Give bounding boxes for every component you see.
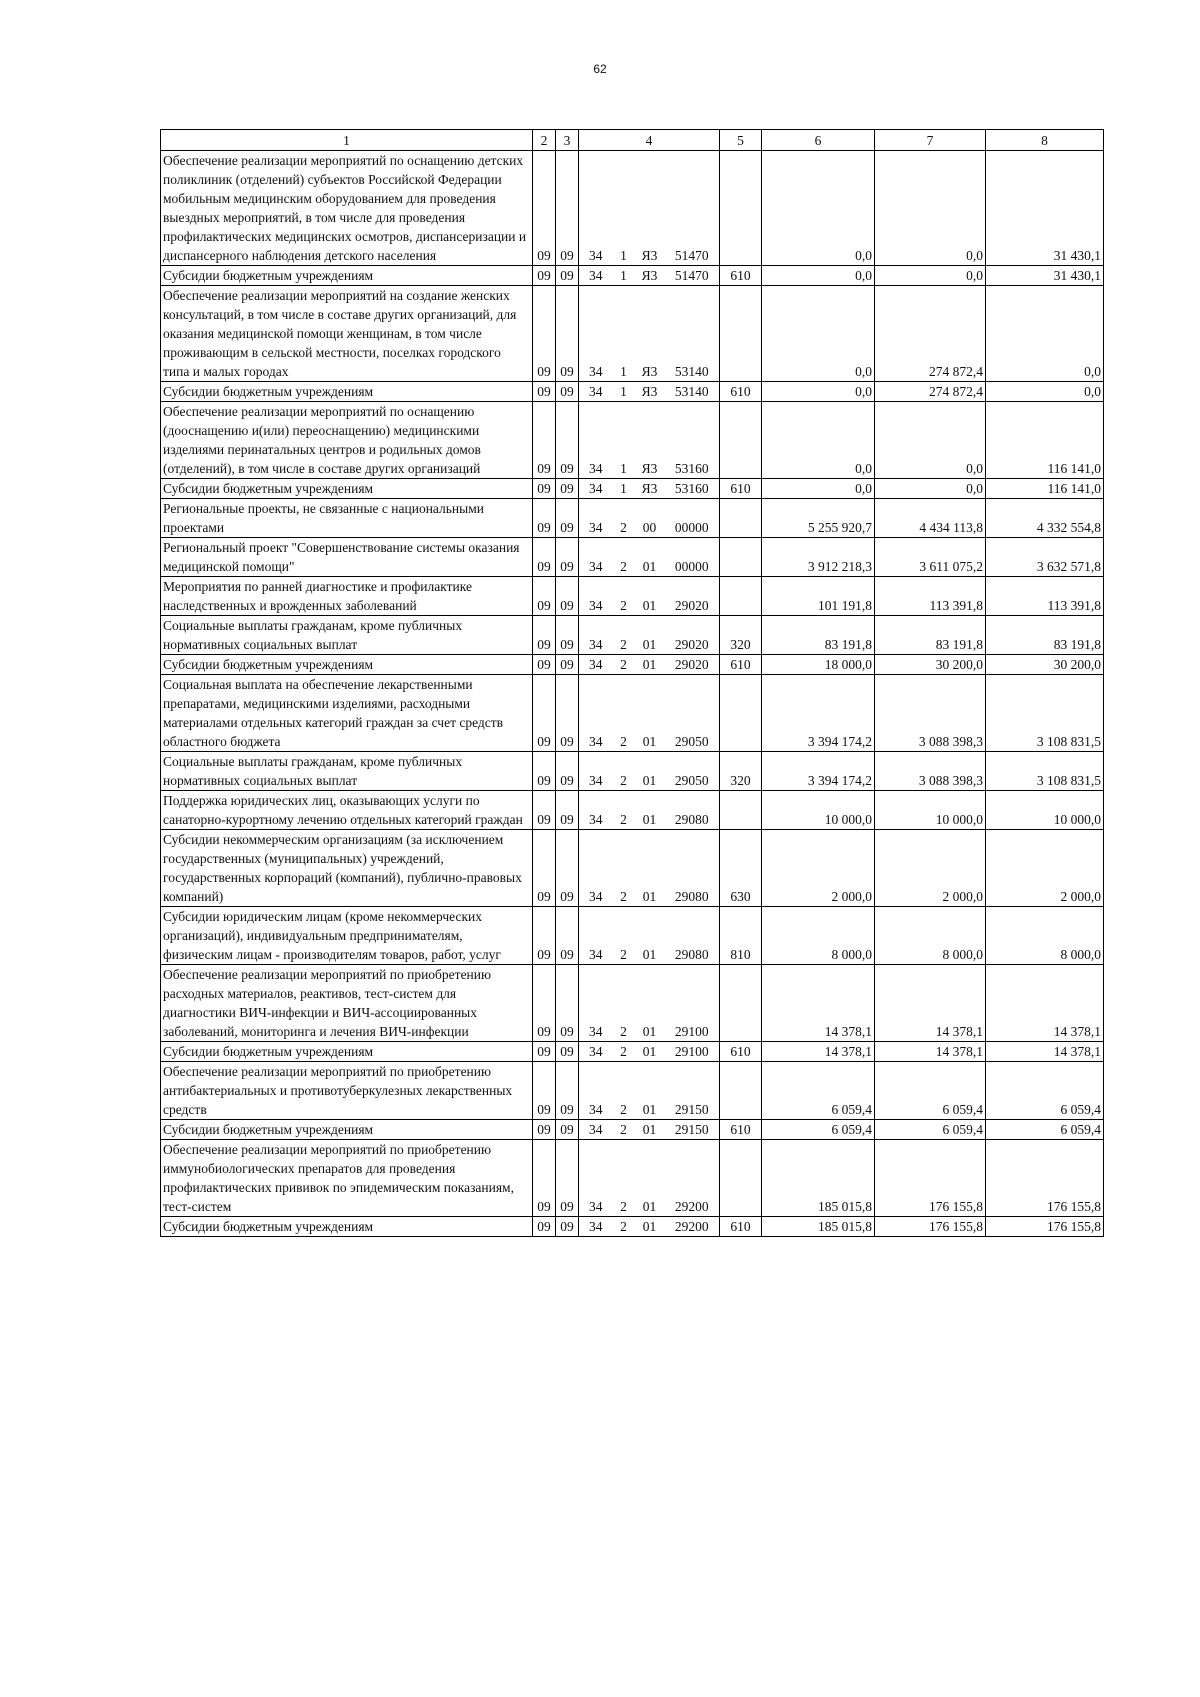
section-code: 09: [533, 1140, 556, 1217]
amount-col-6: 0,0: [762, 479, 875, 499]
table-row: [161, 151, 1104, 266]
table-row: [161, 752, 1104, 791]
subprogram-code: 1: [613, 402, 635, 479]
section-code: 09: [533, 1217, 556, 1237]
expense-type-code: 610: [720, 1120, 762, 1140]
program-code: 34: [579, 1042, 613, 1062]
program-code: 34: [579, 1120, 613, 1140]
program-code: 34: [579, 402, 613, 479]
amount-col-8: 0,0: [986, 382, 1104, 402]
section-code: 09: [533, 499, 556, 538]
subsection-code: 09: [556, 1120, 579, 1140]
table-row: [161, 577, 1104, 616]
amount-col-7: 14 378,1: [875, 965, 986, 1042]
project-code: Я3: [635, 402, 665, 479]
direction-code: 29100: [665, 965, 720, 1042]
header-cell-6: 6: [762, 130, 875, 151]
subsection-code: 09: [556, 830, 579, 907]
project-code: Я3: [635, 479, 665, 499]
project-code: 00: [635, 499, 665, 538]
expense-type-code: [720, 286, 762, 382]
table-row: [161, 479, 1104, 499]
direction-code: 29080: [665, 791, 720, 830]
amount-col-6: 185 015,8: [762, 1140, 875, 1217]
amount-col-6: 3 394 174,2: [762, 752, 875, 791]
subprogram-code: 2: [613, 830, 635, 907]
program-code: 34: [579, 538, 613, 577]
amount-col-7: 113 391,8: [875, 577, 986, 616]
direction-code: 29080: [665, 907, 720, 965]
amount-col-6: 6 059,4: [762, 1062, 875, 1120]
table-row: [161, 616, 1104, 655]
table-row: [161, 791, 1104, 830]
subprogram-code: 2: [613, 499, 635, 538]
amount-col-6: 10 000,0: [762, 791, 875, 830]
section-code: 09: [533, 616, 556, 655]
project-code: 01: [635, 538, 665, 577]
direction-code: 51470: [665, 151, 720, 266]
amount-col-7: 14 378,1: [875, 1042, 986, 1062]
table-row: [161, 1042, 1104, 1062]
expense-type-code: 630: [720, 830, 762, 907]
amount-col-8: 31 430,1: [986, 266, 1104, 286]
amount-col-6: 101 191,8: [762, 577, 875, 616]
section-code: 09: [533, 655, 556, 675]
expense-type-code: 610: [720, 382, 762, 402]
amount-col-8: 3 108 831,5: [986, 675, 1104, 752]
project-code: 01: [635, 830, 665, 907]
row-name: Субсидии бюджетным учреждениям: [161, 1217, 533, 1237]
amount-col-8: 113 391,8: [986, 577, 1104, 616]
amount-col-8: 14 378,1: [986, 1042, 1104, 1062]
expense-type-code: [720, 791, 762, 830]
amount-col-6: 0,0: [762, 286, 875, 382]
subprogram-code: 2: [613, 616, 635, 655]
program-code: 34: [579, 151, 613, 266]
direction-code: 29020: [665, 655, 720, 675]
expense-type-code: 810: [720, 907, 762, 965]
header-row: [161, 130, 1104, 151]
project-code: 01: [635, 616, 665, 655]
amount-col-7: 3 088 398,3: [875, 752, 986, 791]
table-row: [161, 286, 1104, 382]
section-code: 09: [533, 286, 556, 382]
expense-type-code: [720, 538, 762, 577]
subprogram-code: 1: [613, 382, 635, 402]
section-code: 09: [533, 907, 556, 965]
program-code: 34: [579, 655, 613, 675]
direction-code: 53160: [665, 402, 720, 479]
amount-col-6: 0,0: [762, 382, 875, 402]
program-code: 34: [579, 616, 613, 655]
amount-col-7: 176 155,8: [875, 1140, 986, 1217]
direction-code: 29020: [665, 577, 720, 616]
subsection-code: 09: [556, 286, 579, 382]
amount-col-7: 0,0: [875, 402, 986, 479]
subsection-code: 09: [556, 266, 579, 286]
subsection-code: 09: [556, 791, 579, 830]
expense-type-code: 610: [720, 1217, 762, 1237]
amount-col-7: 6 059,4: [875, 1120, 986, 1140]
subsection-code: 09: [556, 965, 579, 1042]
program-code: 34: [579, 499, 613, 538]
expense-type-code: [720, 675, 762, 752]
program-code: 34: [579, 1140, 613, 1217]
subsection-code: 09: [556, 1217, 579, 1237]
amount-col-7: 3 088 398,3: [875, 675, 986, 752]
amount-col-8: 176 155,8: [986, 1140, 1104, 1217]
program-code: 34: [579, 382, 613, 402]
subprogram-code: 2: [613, 538, 635, 577]
subsection-code: 09: [556, 907, 579, 965]
amount-col-6: 14 378,1: [762, 965, 875, 1042]
amount-col-7: 8 000,0: [875, 907, 986, 965]
expense-type-code: [720, 1062, 762, 1120]
header-cell-3: 3: [556, 130, 579, 151]
project-code: 01: [635, 1120, 665, 1140]
amount-col-8: 0,0: [986, 286, 1104, 382]
table-row: [161, 382, 1104, 402]
row-name: Субсидии бюджетным учреждениям: [161, 655, 533, 675]
amount-col-6: 14 378,1: [762, 1042, 875, 1062]
amount-col-7: 0,0: [875, 479, 986, 499]
amount-col-6: 185 015,8: [762, 1217, 875, 1237]
expense-type-code: [720, 1140, 762, 1217]
expense-type-code: 610: [720, 479, 762, 499]
section-code: 09: [533, 402, 556, 479]
subsection-code: 09: [556, 616, 579, 655]
subprogram-code: 1: [613, 479, 635, 499]
project-code: 01: [635, 752, 665, 791]
amount-col-8: 3 632 571,8: [986, 538, 1104, 577]
expense-type-code: 320: [720, 752, 762, 791]
table-row: [161, 499, 1104, 538]
header-cell-2: 2: [533, 130, 556, 151]
program-code: 34: [579, 907, 613, 965]
amount-col-8: 116 141,0: [986, 402, 1104, 479]
section-code: 09: [533, 791, 556, 830]
direction-code: 29100: [665, 1042, 720, 1062]
project-code: 01: [635, 577, 665, 616]
program-code: 34: [579, 1062, 613, 1120]
subsection-code: 09: [556, 1140, 579, 1217]
subprogram-code: 2: [613, 675, 635, 752]
expense-type-code: 610: [720, 266, 762, 286]
subprogram-code: 2: [613, 1120, 635, 1140]
amount-col-7: 3 611 075,2: [875, 538, 986, 577]
amount-col-6: 18 000,0: [762, 655, 875, 675]
expense-type-code: 610: [720, 1042, 762, 1062]
amount-col-6: 8 000,0: [762, 907, 875, 965]
amount-col-7: 274 872,4: [875, 286, 986, 382]
section-code: 09: [533, 1062, 556, 1120]
table-row: [161, 675, 1104, 752]
row-name: Поддержка юридических лиц, оказывающих услуги по санаторно-курортному лечению отдельных категорий граждан: [161, 791, 533, 830]
expense-type-code: [720, 402, 762, 479]
direction-code: 00000: [665, 499, 720, 538]
subsection-code: 09: [556, 479, 579, 499]
amount-col-7: 4 434 113,8: [875, 499, 986, 538]
subprogram-code: 1: [613, 286, 635, 382]
row-name: Социальные выплаты гражданам, кроме публичных нормативных социальных выплат: [161, 616, 533, 655]
amount-col-7: 176 155,8: [875, 1217, 986, 1237]
subsection-code: 09: [556, 402, 579, 479]
amount-col-7: 2 000,0: [875, 830, 986, 907]
subsection-code: 09: [556, 1042, 579, 1062]
row-name: Социальные выплаты гражданам, кроме публичных нормативных социальных выплат: [161, 752, 533, 791]
row-name: Субсидии бюджетным учреждениям: [161, 382, 533, 402]
table-row: [161, 1120, 1104, 1140]
amount-col-6: 6 059,4: [762, 1120, 875, 1140]
amount-col-8: 6 059,4: [986, 1120, 1104, 1140]
direction-code: 29200: [665, 1140, 720, 1217]
header-cell-4: 4: [579, 130, 720, 151]
project-code: 01: [635, 675, 665, 752]
expense-type-code: [720, 965, 762, 1042]
section-code: 09: [533, 1042, 556, 1062]
subprogram-code: 2: [613, 1217, 635, 1237]
direction-code: 00000: [665, 538, 720, 577]
row-name: Субсидии бюджетным учреждениям: [161, 266, 533, 286]
header-cell-8: 8: [986, 130, 1104, 151]
table-row: [161, 538, 1104, 577]
table-row: [161, 1217, 1104, 1237]
row-name: Субсидии бюджетным учреждениям: [161, 1042, 533, 1062]
amount-col-8: 8 000,0: [986, 907, 1104, 965]
project-code: 01: [635, 1062, 665, 1120]
program-code: 34: [579, 286, 613, 382]
subsection-code: 09: [556, 151, 579, 266]
row-name: Мероприятия по ранней диагностике и профилактике наследственных и врожденных заболеваний: [161, 577, 533, 616]
amount-col-8: 6 059,4: [986, 1062, 1104, 1120]
program-code: 34: [579, 479, 613, 499]
subprogram-code: 2: [613, 1062, 635, 1120]
subprogram-code: 2: [613, 1140, 635, 1217]
expense-type-code: [720, 577, 762, 616]
row-name: Субсидии некоммерческим организациям (за исключением государственных (муниципальных) учреждений, государственных корпораций (компаний), публично-правовых компаний): [161, 830, 533, 907]
amount-col-8: 83 191,8: [986, 616, 1104, 655]
project-code: Я3: [635, 382, 665, 402]
direction-code: 53160: [665, 479, 720, 499]
expense-type-code: 610: [720, 655, 762, 675]
row-name: Обеспечение реализации мероприятий на создание женских консультаций, в том числе в составе других организаций, для оказания медицинской помощи женщинам, в том числе проживающим в сельской местности, поселках городского типа и малых городах: [161, 286, 533, 382]
direction-code: 29020: [665, 616, 720, 655]
subprogram-code: 2: [613, 965, 635, 1042]
section-code: 09: [533, 965, 556, 1042]
direction-code: 51470: [665, 266, 720, 286]
amount-col-7: 10 000,0: [875, 791, 986, 830]
expense-type-code: [720, 151, 762, 266]
program-code: 34: [579, 830, 613, 907]
row-name: Субсидии юридическим лицам (кроме некоммерческих организаций), индивидуальным предпринимателям, физическим лицам - производителям товаров, работ, услуг: [161, 907, 533, 965]
project-code: Я3: [635, 266, 665, 286]
subprogram-code: 2: [613, 577, 635, 616]
section-code: 09: [533, 479, 556, 499]
program-code: 34: [579, 1217, 613, 1237]
row-name: Региональные проекты, не связанные с национальными проектами: [161, 499, 533, 538]
section-code: 09: [533, 151, 556, 266]
budget-table: [160, 129, 1104, 1237]
amount-col-8: 176 155,8: [986, 1217, 1104, 1237]
row-name: Субсидии бюджетным учреждениям: [161, 1120, 533, 1140]
section-code: 09: [533, 675, 556, 752]
subprogram-code: 2: [613, 752, 635, 791]
amount-col-6: 83 191,8: [762, 616, 875, 655]
direction-code: 29200: [665, 1217, 720, 1237]
amount-col-6: 0,0: [762, 151, 875, 266]
table-row: [161, 402, 1104, 479]
subsection-code: 09: [556, 655, 579, 675]
direction-code: 29150: [665, 1062, 720, 1120]
amount-col-6: 0,0: [762, 402, 875, 479]
amount-col-6: 3 394 174,2: [762, 675, 875, 752]
amount-col-7: 274 872,4: [875, 382, 986, 402]
section-code: 09: [533, 266, 556, 286]
subsection-code: 09: [556, 382, 579, 402]
page-number: 62: [593, 62, 607, 76]
row-name: Социальная выплата на обеспечение лекарственными препаратами, медицинскими изделиями, расходными материалами отдельных категорий граждан за счет средств областного бюджета: [161, 675, 533, 752]
subprogram-code: 2: [613, 791, 635, 830]
project-code: 01: [635, 1140, 665, 1217]
subprogram-code: 2: [613, 1042, 635, 1062]
amount-col-6: 0,0: [762, 266, 875, 286]
row-name: Субсидии бюджетным учреждениям: [161, 479, 533, 499]
project-code: 01: [635, 907, 665, 965]
direction-code: 29150: [665, 1120, 720, 1140]
amount-col-8: 2 000,0: [986, 830, 1104, 907]
project-code: 01: [635, 1042, 665, 1062]
program-code: 34: [579, 266, 613, 286]
project-code: 01: [635, 791, 665, 830]
row-name: Обеспечение реализации мероприятий по приобретению расходных материалов, реактивов, тест-систем для диагностики ВИЧ-инфекции и ВИЧ-ассоциированных заболеваний, мониторинга и лечения ВИЧ-инфекции: [161, 965, 533, 1042]
amount-col-8: 30 200,0: [986, 655, 1104, 675]
section-code: 09: [533, 577, 556, 616]
table-row: [161, 830, 1104, 907]
expense-type-code: 320: [720, 616, 762, 655]
project-code: 01: [635, 1217, 665, 1237]
expense-type-code: [720, 499, 762, 538]
amount-col-8: 3 108 831,5: [986, 752, 1104, 791]
section-code: 09: [533, 1120, 556, 1140]
row-name: Обеспечение реализации мероприятий по приобретению иммунобиологических препаратов для проведения профилактических прививок по эпидемическим показаниям, тест-систем: [161, 1140, 533, 1217]
amount-col-7: 0,0: [875, 151, 986, 266]
project-code: Я3: [635, 151, 665, 266]
direction-code: 29050: [665, 675, 720, 752]
amount-col-8: 14 378,1: [986, 965, 1104, 1042]
amount-col-8: 116 141,0: [986, 479, 1104, 499]
subsection-code: 09: [556, 499, 579, 538]
table-row: [161, 266, 1104, 286]
program-code: 34: [579, 791, 613, 830]
program-code: 34: [579, 577, 613, 616]
amount-col-8: 4 332 554,8: [986, 499, 1104, 538]
project-code: 01: [635, 965, 665, 1042]
table-row: [161, 655, 1104, 675]
amount-col-7: 6 059,4: [875, 1062, 986, 1120]
subprogram-code: 2: [613, 907, 635, 965]
row-name: Обеспечение реализации мероприятий по оснащению детских поликлиник (отделений) субъектов Российской Федерации мобильным медицинским оборудованием для проведения выездных мероприятий, в том числе для проведения профилактических медицинских осмотров, диспансеризации и диспансерного наблюдения детского населения: [161, 151, 533, 266]
program-code: 34: [579, 675, 613, 752]
direction-code: 29080: [665, 830, 720, 907]
direction-code: 53140: [665, 382, 720, 402]
direction-code: 53140: [665, 286, 720, 382]
amount-col-7: 30 200,0: [875, 655, 986, 675]
amount-col-7: 83 191,8: [875, 616, 986, 655]
program-code: 34: [579, 965, 613, 1042]
section-code: 09: [533, 830, 556, 907]
subprogram-code: 1: [613, 266, 635, 286]
amount-col-7: 0,0: [875, 266, 986, 286]
subsection-code: 09: [556, 1062, 579, 1120]
amount-col-6: 5 255 920,7: [762, 499, 875, 538]
amount-col-8: 10 000,0: [986, 791, 1104, 830]
subsection-code: 09: [556, 538, 579, 577]
subsection-code: 09: [556, 752, 579, 791]
table-row: [161, 907, 1104, 965]
section-code: 09: [533, 752, 556, 791]
subprogram-code: 1: [613, 151, 635, 266]
subprogram-code: 2: [613, 655, 635, 675]
amount-col-8: 31 430,1: [986, 151, 1104, 266]
row-name: Обеспечение реализации мероприятий по оснащению (дооснащению и(или) переоснащению) медицинскими изделиями перинатальных центров и родильных домов (отделений), в том числе в составе других организаций: [161, 402, 533, 479]
header-cell-7: 7: [875, 130, 986, 151]
section-code: 09: [533, 538, 556, 577]
section-code: 09: [533, 382, 556, 402]
table-row: [161, 1140, 1104, 1217]
table-row: [161, 965, 1104, 1042]
row-name: Обеспечение реализации мероприятий по приобретению антибактериальных и противотуберкулезных лекарственных средств: [161, 1062, 533, 1120]
direction-code: 29050: [665, 752, 720, 791]
project-code: Я3: [635, 286, 665, 382]
amount-col-6: 3 912 218,3: [762, 538, 875, 577]
header-cell-1: 1: [161, 130, 533, 151]
subsection-code: 09: [556, 577, 579, 616]
amount-col-6: 2 000,0: [762, 830, 875, 907]
table-row: [161, 1062, 1104, 1120]
row-name: Региональный проект "Совершенствование системы оказания медицинской помощи": [161, 538, 533, 577]
project-code: 01: [635, 655, 665, 675]
subsection-code: 09: [556, 675, 579, 752]
header-cell-5: 5: [720, 130, 762, 151]
program-code: 34: [579, 752, 613, 791]
